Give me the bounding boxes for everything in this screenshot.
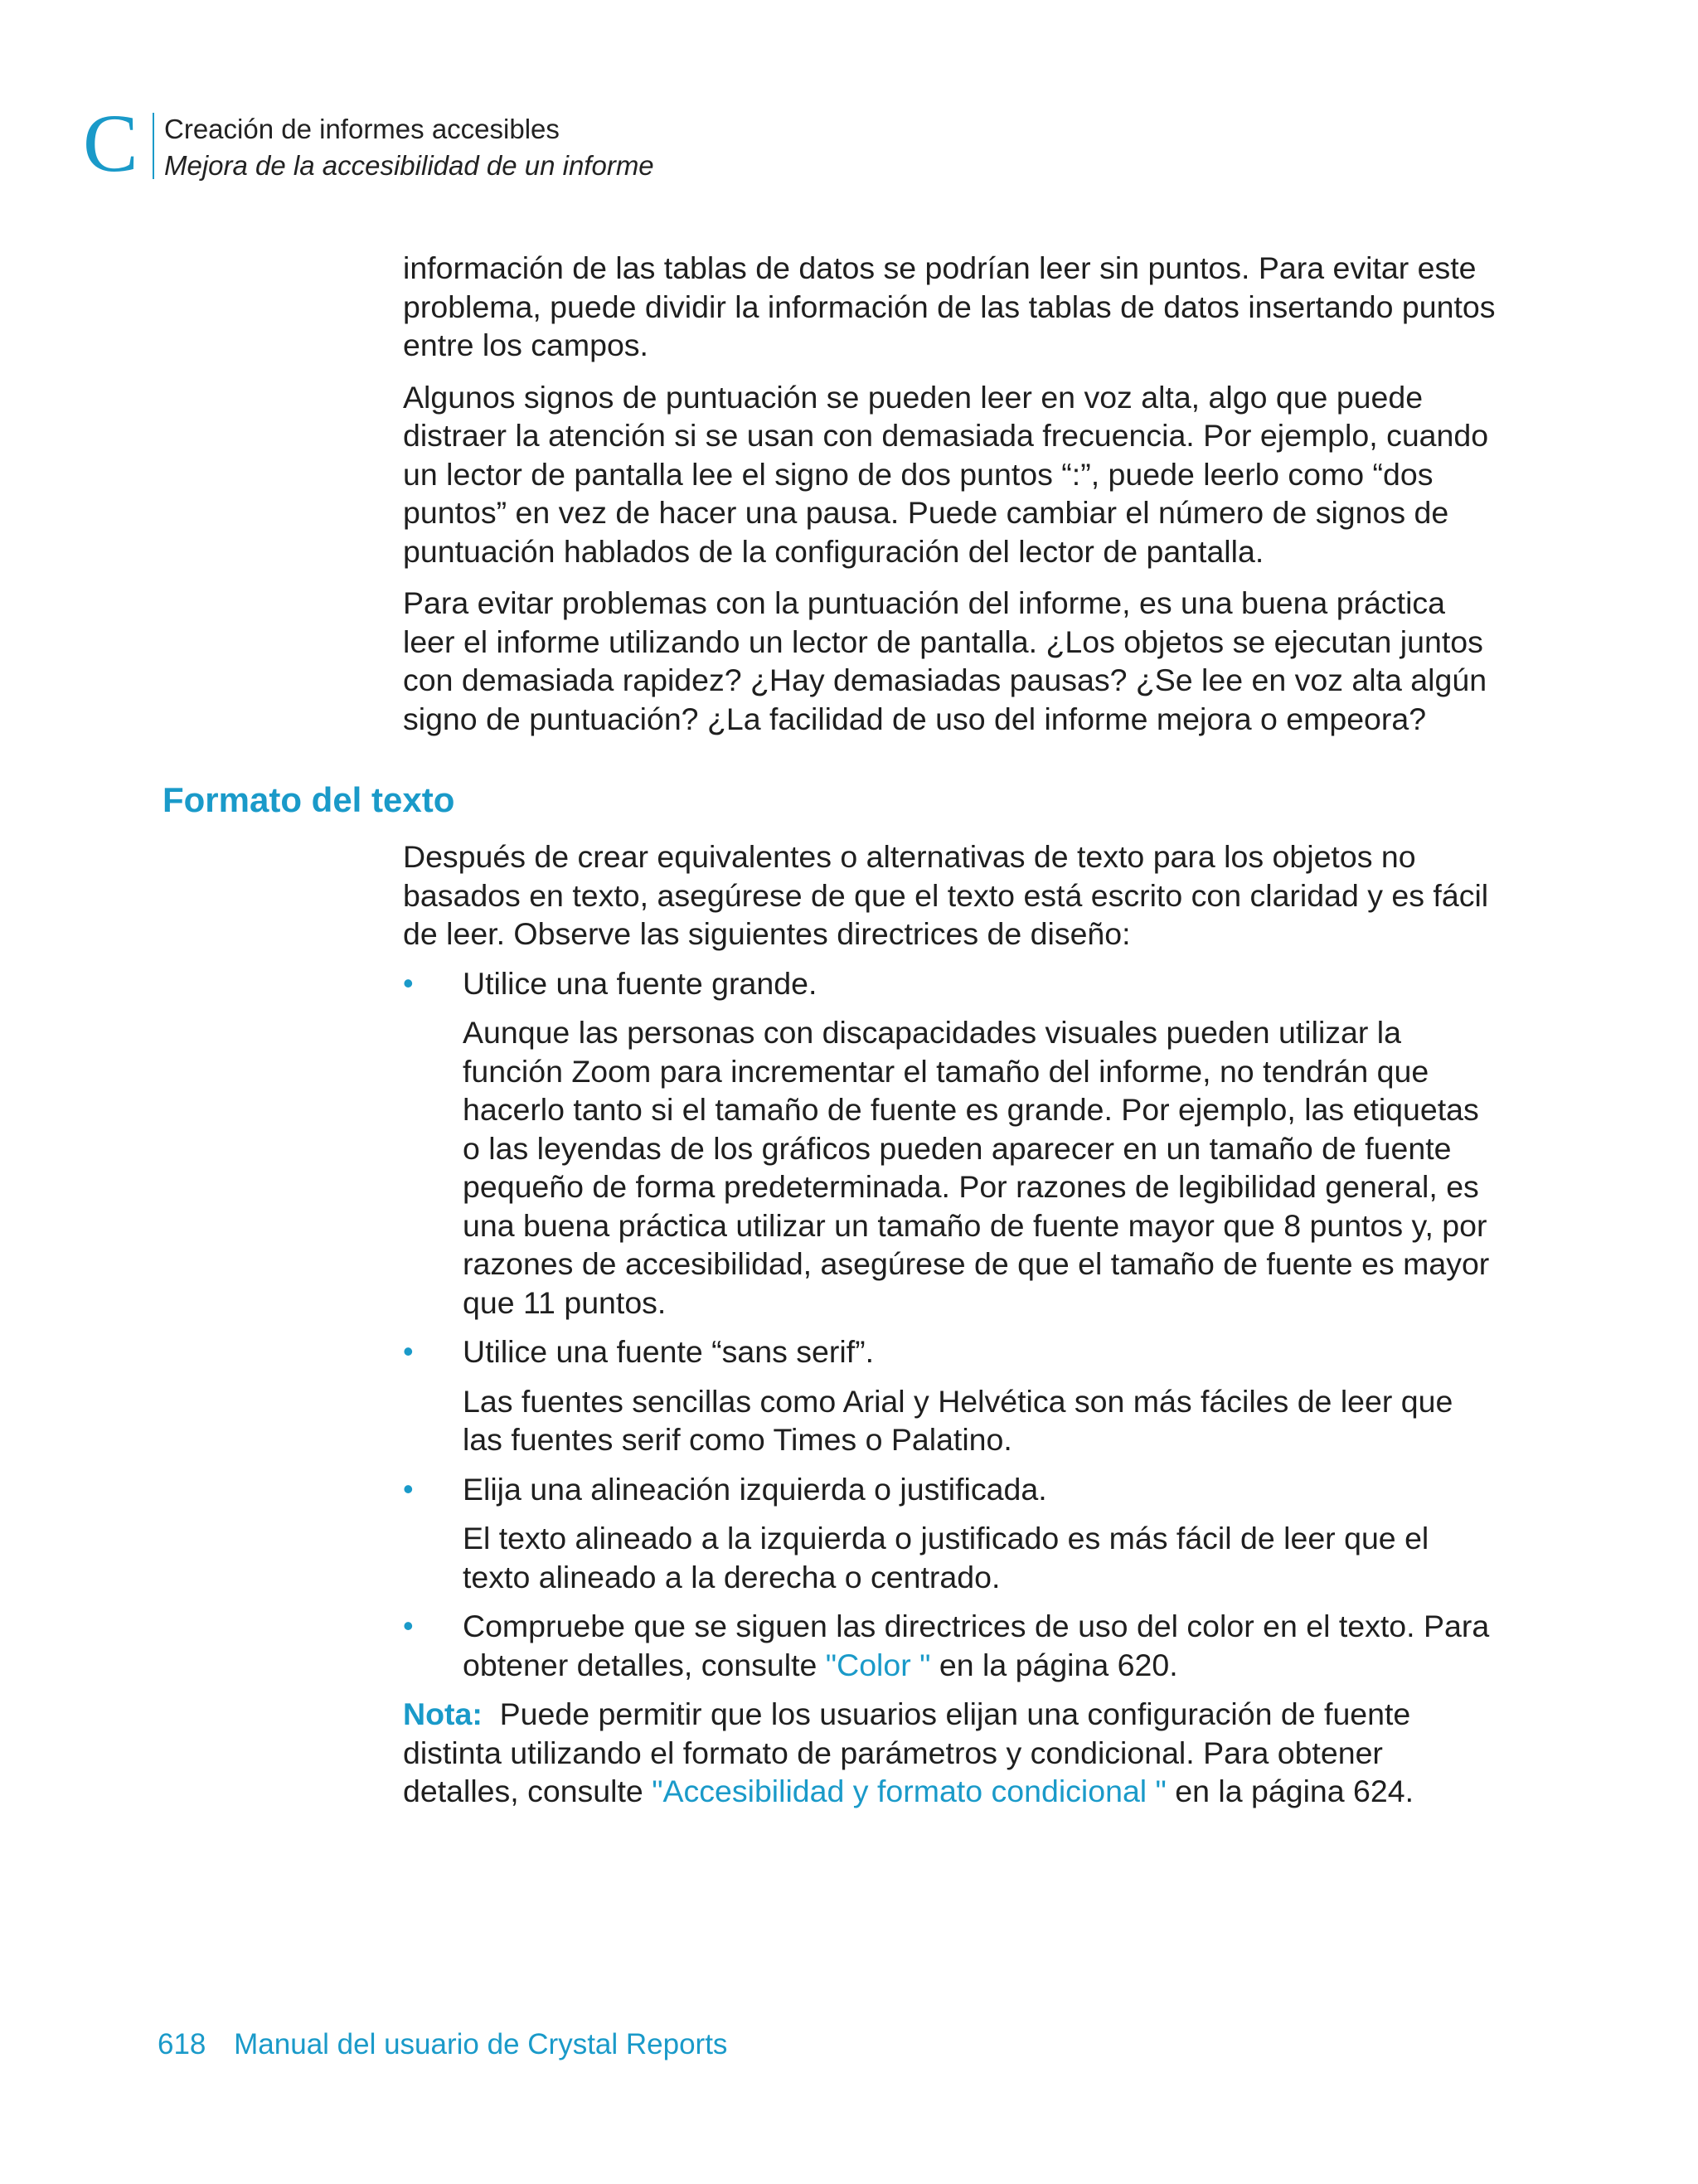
book-title: Manual del usuario de Crystal Reports — [234, 2028, 728, 2060]
bullet-icon: • — [403, 965, 414, 1000]
paragraph: Algunos signos de puntuación se pueden leer en voz alta, algo que puede distraer la atención si se usan con demasiada frecuencia. Por ejemplo, cuando un lector de pantalla lee el signo de dos puntos “:”, puede leerlo como “dos puntos” en vez de hacer una pausa. Puede cambiar el número de signos de puntuación hablados de la configuración del lector de pantalla. — [403, 379, 1489, 569]
note-text-before: Puede permitir que los usuarios elijan una configuración de fuente distinta utilizando el formato de parámetros y condicional. Para obtener detalles, consulte — [403, 1696, 1411, 1808]
page-number: 618 — [158, 2028, 206, 2060]
note-label: Nota: — [403, 1696, 483, 1731]
bullet-item — [403, 1332, 1497, 1371]
header-divider — [153, 113, 154, 179]
bullet-icon: • — [403, 1471, 414, 1506]
section-body — [403, 837, 1497, 1822]
bullet-icon: • — [403, 1334, 414, 1368]
bullet-text — [463, 1609, 1489, 1682]
paragraph: información de las tablas de datos se podrían leer sin puntos. Para evitar este problema, puede dividir la información de las tablas de datos insertando puntos entre los campos. — [403, 250, 1496, 362]
chapter-title: Creación de informes accesibles — [164, 114, 560, 144]
color-link[interactable]: "Color " — [825, 1647, 931, 1682]
intro-text — [403, 249, 1497, 751]
bullet-item — [403, 964, 1497, 1003]
bullet-text: Elija una alineación izquierda o justificada. — [463, 1471, 1047, 1507]
bullet-text: Utilice una fuente “sans serif”. — [463, 1334, 875, 1369]
section-heading: Formato del texto — [163, 780, 455, 819]
page-footer — [158, 2028, 727, 2061]
bullet-text: Utilice una fuente grande. — [463, 965, 817, 1001]
paragraph: Para evitar problemas con la puntuación del informe, es una buena práctica leer el informe utilizando un lector de pantalla. ¿Los objetos se ejecutan juntos con demasiada rapidez? ¿Hay demasiadas pausas? ¿Se lee en voz alta algún signo de puntuación? ¿La facilidad de uso del informe mejora o empeora? — [403, 585, 1487, 736]
bullet-icon: • — [403, 1609, 414, 1643]
bullet-detail: Aunque las personas con discapacidades visuales pueden utilizar la función Zoom para incrementar el tamaño del informe, no tendrán que hacerlo tanto si el tamaño de fuente es grande. Por ejemplo, las etiquetas o las leyendas de los gráficos pueden aparecer en un tamaño de fuente pequeño de forma predeterminada. Por razones de legibilidad general, es una buena práctica utilizar un tamaño de fuente mayor que 8 puntos y, por razones de accesibilidad, asegúrese de que el tamaño de fuente es mayor que 11 puntos. — [463, 1015, 1490, 1320]
bullet-text-before: Compruebe que se siguen las directrices de uso del color en el texto. Para obtener detalles, consulte — [463, 1609, 1490, 1682]
chapter-letter: C — [83, 97, 138, 189]
bullet-text-after: en la página 620. — [930, 1647, 1178, 1682]
bullet-item — [403, 1470, 1497, 1509]
section-intro: Después de crear equivalentes o alternativas de texto para los objetos no basados en texto, asegúrese de que el texto está escrito con claridad y es fácil de leer. Observe las siguientes directrices de diseño: — [403, 839, 1489, 951]
accessibility-link[interactable]: "Accesibilidad y formato condicional " — [652, 1774, 1167, 1808]
bullet-item — [403, 1607, 1497, 1684]
bullet-detail: El texto alineado a la izquierda o justificado es más fácil de leer que el texto alineado a la derecha o centrado. — [463, 1521, 1429, 1594]
note — [403, 1695, 1497, 1811]
bullet-detail: Las fuentes sencillas como Arial y Helvética son más fáciles de leer que las fuentes serif como Times o Palatino. — [463, 1383, 1453, 1457]
note-text-after: en la página 624. — [1166, 1774, 1414, 1808]
section-title: Mejora de la accesibilidad de un informe — [164, 150, 654, 181]
